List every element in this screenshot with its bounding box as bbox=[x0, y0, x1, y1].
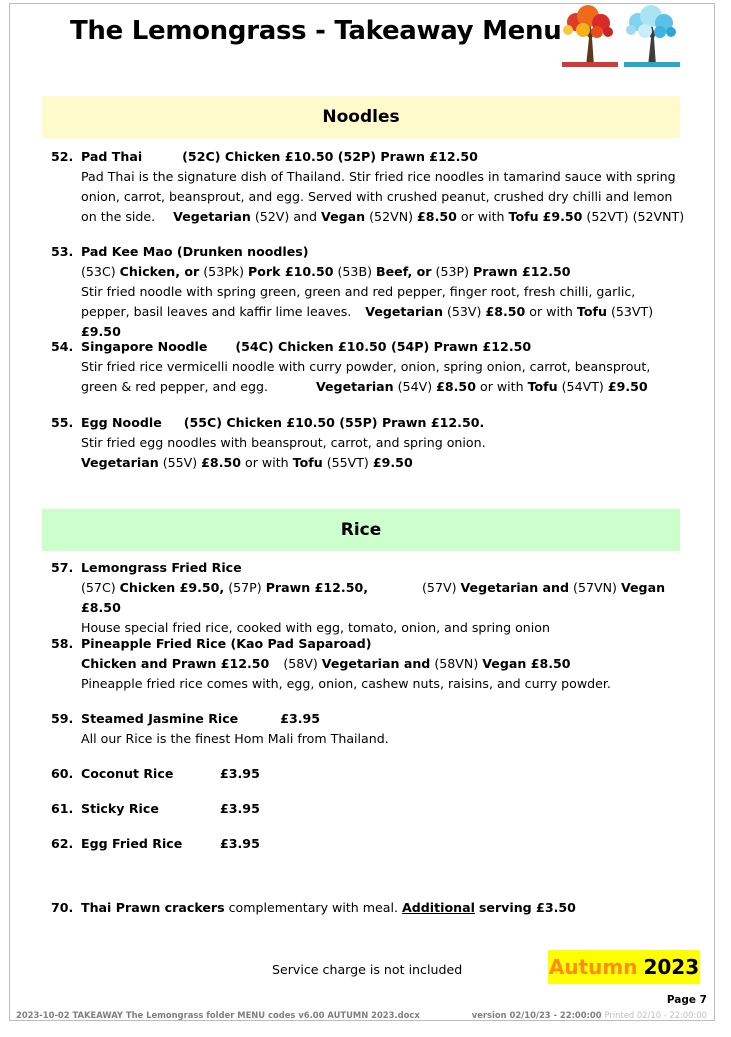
service-charge-note: Service charge is not included bbox=[272, 962, 463, 977]
menu-item-59 bbox=[51, 709, 691, 749]
menu-item-58 bbox=[51, 634, 691, 694]
menu-item-53: 53. Pad Kee Mao (Drunken noodles) (53C) Chicken, or (53Pk) Pork £10.50 (53B) Beef, or (53P) Prawn £12.50 Stir fried noodle with spring green, green and red pepper, finger root, fresh chilli, garlic, pepper, basil leaves and kaffir lime leaves. Vegetarian (53V) £8.50 or with Tofu (53VT) £9.50 bbox=[51, 242, 691, 342]
item-number: 53. bbox=[51, 244, 74, 259]
item-name: Steamed Jasmine Rice bbox=[81, 711, 239, 726]
section-rice: Rice bbox=[42, 509, 680, 551]
footer-filename: 2023-10-02 TAKEAWAY The Lemongrass folder MENU codes v6.00 AUTUMN 2023.docx bbox=[16, 1010, 420, 1020]
item-prices: (55C) Chicken £10.50 (55P) Prawn £12.50. bbox=[183, 415, 485, 430]
item-name: Thai Prawn crackers bbox=[81, 900, 225, 915]
item-name: Pad Thai bbox=[81, 149, 143, 164]
item-description: Stir fried egg noodles with beansprout, carrot, and spring onion. bbox=[81, 435, 486, 450]
item-name: Pad Kee Mao (Drunken noodles) bbox=[81, 244, 309, 259]
item-description: Stir fried noodle with spring green, green and red pepper, finger root, fresh chilli, garlic, bbox=[81, 284, 636, 299]
item-number: 60. bbox=[51, 766, 74, 781]
menu-item-70: 70. Thai Prawn crackers complementary with meal. Additional serving £3.50 bbox=[51, 898, 691, 918]
item-number: 55. bbox=[51, 415, 74, 430]
item-number: 59. bbox=[51, 711, 74, 726]
item-description: Pineapple fried rice comes with, egg, onion, cashew nuts, raisins, and curry powder. bbox=[81, 676, 611, 691]
item-description: All our Rice is the finest Hom Mali from Thailand. bbox=[81, 731, 389, 746]
item-prices: (54C) Chicken £10.50 (54P) Prawn £12.50 bbox=[235, 339, 532, 354]
item-description: Stir fried rice vermicelli noodle with curry powder, onion, spring onion, carrot, beansprout, bbox=[81, 359, 651, 374]
item-description: House special fried rice, cooked with egg, tomato, onion, and spring onion bbox=[81, 620, 550, 635]
item-name: Pineapple Fried Rice (Kao Pad Saparoad) bbox=[81, 636, 372, 651]
menu-item-62 bbox=[51, 834, 691, 854]
item-description: onion, carrot, beansprout, and egg. Served with crushed peanut, crushed dry chilli and lemon bbox=[81, 189, 673, 204]
item-number: 61. bbox=[51, 801, 74, 816]
item-price: £3.95 bbox=[280, 711, 321, 726]
item-number: 57. bbox=[51, 560, 74, 575]
footer-version: version 02/10/23 - 22:00:00 Printed 02/10 - 22:00:00 bbox=[471, 1010, 707, 1020]
item-name: Egg Fried Rice bbox=[81, 836, 183, 851]
menu-item-57 bbox=[51, 558, 691, 638]
menu-item-55: 55. Egg Noodle (55C) Chicken £10.50 (55P) Prawn £12.50. Stir fried egg noodles with beansprout, carrot, and spring onion. Vegetarian (55V) £8.50 or with Tofu (55VT) £9.50 bbox=[51, 413, 691, 473]
winter-tree-icon bbox=[624, 5, 680, 67]
item-number: 52. bbox=[51, 149, 74, 164]
item-prices: (57C) Chicken £9.50, (57P) Prawn £12.50, (57V) Vegetarian and (57VN) Vegan £8.50 bbox=[81, 580, 666, 615]
item-name: Singapore Noodle bbox=[81, 339, 208, 354]
page-number: Page 7 bbox=[666, 994, 707, 1006]
page-title: The Lemongrass - Takeaway Menu bbox=[70, 16, 562, 46]
item-price: £3.95 bbox=[220, 836, 260, 851]
section-noodles: Noodles bbox=[42, 96, 680, 138]
item-description: Pad Thai is the signature dish of Thailand. Stir fried rice noodles in tamarind sauce with spring bbox=[81, 169, 676, 184]
trees-logo bbox=[556, 4, 682, 68]
item-prices: (53C) Chicken, or (53Pk) Pork £10.50 (53B) Beef, or (53P) Prawn £12.50 bbox=[81, 264, 571, 279]
menu-item-60 bbox=[51, 764, 691, 784]
item-number: 58. bbox=[51, 636, 74, 651]
menu-item-61 bbox=[51, 799, 691, 819]
item-name: Lemongrass Fried Rice bbox=[81, 560, 242, 575]
item-number: 54. bbox=[51, 339, 74, 354]
item-price: £3.95 bbox=[220, 801, 260, 816]
item-price: £3.95 bbox=[220, 766, 260, 781]
menu-item-52: 52. Pad Thai (52C) Chicken £10.50 (52P) Prawn £12.50 Pad Thai is the signature dish of Thailand. Stir fried rice noodles in tamarind sauce with spring onion, carrot, beansprout, and egg. Served with crushed peanut, crushed dry chilli and lemon on the side. Vegetarian (52V) and Vegan (52VN) £8.50 or with Tofu £9.50 (52VT) (52VNT) bbox=[51, 147, 691, 227]
item-prices: Chicken and Prawn £12.50 (58V) Vegetarian and (58VN) Vegan £8.50 bbox=[81, 656, 571, 671]
item-prices: (52C) Chicken £10.50 (52P) Prawn £12.50 bbox=[182, 149, 478, 164]
season-badge: Autumn 2023 bbox=[548, 950, 700, 984]
item-name: Egg Noodle bbox=[81, 415, 162, 430]
autumn-tree-icon bbox=[562, 5, 618, 67]
menu-item-54: 54. Singapore Noodle (54C) Chicken £10.50 (54P) Prawn £12.50 Stir fried rice vermicelli noodle with curry powder, onion, spring onion, carrot, beansprout, green & red pepper, and egg. Vegetarian (54V) £8.50 or with Tofu (54VT) £9.50 bbox=[51, 337, 691, 397]
item-name: Coconut Rice bbox=[81, 766, 174, 781]
item-number: 62. bbox=[51, 836, 74, 851]
item-number: 70. bbox=[51, 900, 74, 915]
item-name: Sticky Rice bbox=[81, 801, 159, 816]
